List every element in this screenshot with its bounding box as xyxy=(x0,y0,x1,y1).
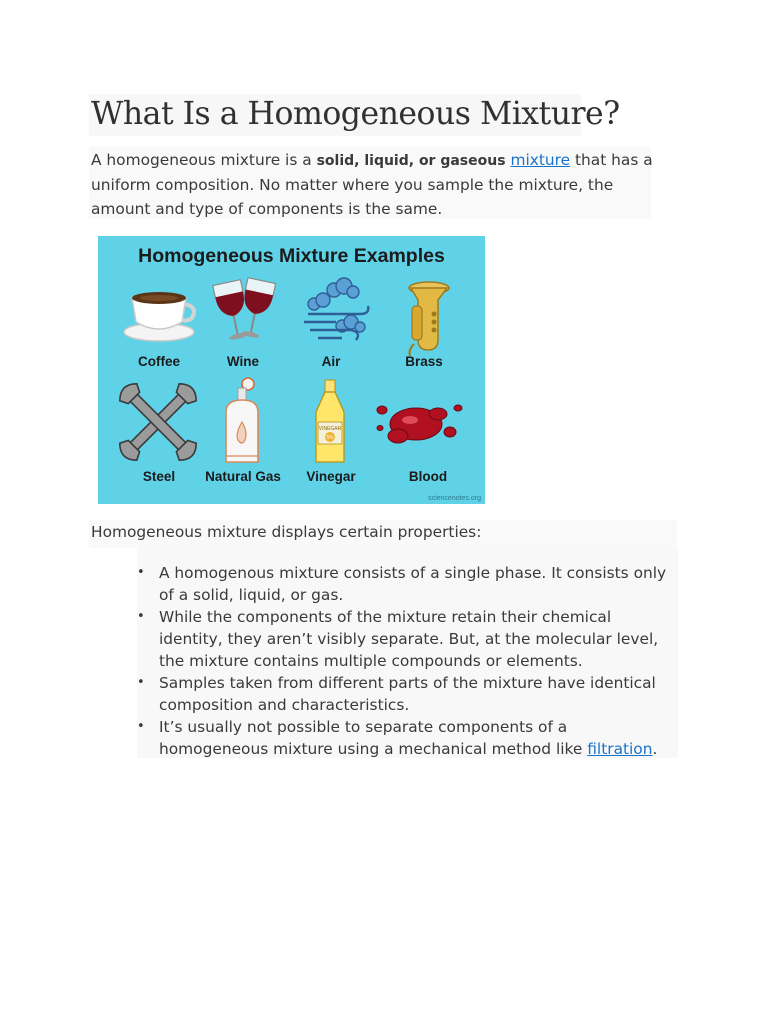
list-item-text: While the components of the mixture retain their chemical identity, they aren’t visibly separate. But, at the molecular level, the mixture contains multiple compounds or elements. xyxy=(159,608,659,670)
tuba-icon xyxy=(409,282,449,356)
intro-text-before: A homogeneous mixture is a xyxy=(91,151,317,169)
bullet-marker: • xyxy=(137,565,145,580)
list-item xyxy=(137,716,673,760)
intro-paragraph xyxy=(91,148,661,221)
list-item-text: A homogenous mixture consists of a single phase. It consists only of a solid, liquid, or gas. xyxy=(159,564,667,604)
label-blood: Blood xyxy=(408,469,448,484)
list-item-text-end: . xyxy=(652,740,658,758)
properties-intro: Homogeneous mixture displays certain properties: xyxy=(91,523,482,541)
mixture-link[interactable]: mixture xyxy=(510,151,571,169)
bullet-marker: • xyxy=(137,719,145,734)
wine-glasses-icon xyxy=(213,278,276,342)
bottle-percent-text: 5% xyxy=(326,435,334,441)
label-vinegar: Vinegar xyxy=(306,469,356,484)
properties-list xyxy=(137,562,673,760)
intro-text-after: that has a uniform composition. No matter where you sample the mixture, the amount and type of components is the same. xyxy=(91,151,653,218)
gas-cylinder-icon xyxy=(226,378,258,462)
wrenches-icon xyxy=(116,380,201,465)
bottle-label-text: VINEGAR xyxy=(318,426,342,432)
intro-bold-phrase: solid, liquid, or gaseous xyxy=(316,153,506,169)
examples-figure xyxy=(98,236,485,504)
page-title: What Is a Homogeneous Mixture? xyxy=(91,96,620,132)
bullet-marker: • xyxy=(137,609,145,624)
image-credit: sciencenotes.org xyxy=(428,495,481,502)
list-item xyxy=(137,606,673,672)
label-brass: Brass xyxy=(405,354,443,369)
coffee-cup-icon xyxy=(124,292,194,341)
bullet-marker: • xyxy=(137,675,145,690)
list-item xyxy=(137,672,673,716)
list-item xyxy=(137,562,673,606)
figure-title: Homogeneous Mixture Examples xyxy=(138,245,445,267)
label-air: Air xyxy=(321,354,341,369)
label-steel: Steel xyxy=(142,469,176,484)
examples-illustration xyxy=(98,236,485,504)
blood-drops-icon xyxy=(377,405,462,443)
vinegar-bottle-icon xyxy=(316,380,344,462)
list-item-text: Samples taken from different parts of the mixture have identical composition and characteristics. xyxy=(159,674,656,714)
label-coffee: Coffee xyxy=(137,354,180,369)
air-wind-icon xyxy=(304,278,368,340)
label-natural-gas: Natural Gas xyxy=(205,469,281,484)
filtration-link[interactable]: filtration xyxy=(587,740,653,758)
list-item-text: It’s usually not possible to separate components of a homogeneous mixture using a mechanical method like xyxy=(159,718,588,758)
label-wine: Wine xyxy=(226,354,260,369)
